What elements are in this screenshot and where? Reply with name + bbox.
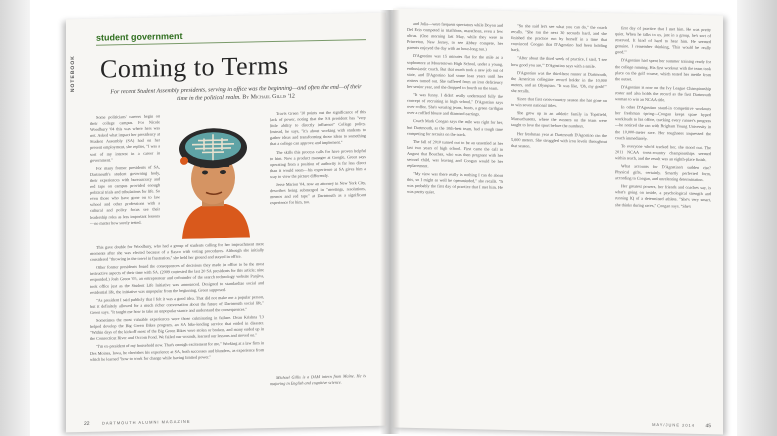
paragraph: "I'm ex-president of my household now. That's enough excitement for me," Working at a law firm in Des Moines, Iowa, he cherishes his experience at SA, both successes and blunders, as experience from which he learned "how to work for change while having limited power." xyxy=(90,340,264,362)
left-column-2 xyxy=(270,109,366,208)
footer-right: MAY/JUNE 2014 xyxy=(652,421,695,428)
paragraph: The skills this process calls for have proven helpful to him. Now a product manager at Google, Green says operating from a position of authority is far less direct than it would seem—his experience at SA gives him a way to view the picture differently. xyxy=(270,147,366,180)
paragraph: The fall of 2010 turned out to be an unsettled as her last two years of high school. First came the call in August that Bouchez, who was then pregnant with her second child, was leaving and Coogan would be her replacement. xyxy=(407,138,503,169)
paragraph: What accounts for D'Agostino's sudden rise? Physical gifts, certainly. Smartly perfected form, according to Coogan, and unrelenting determination. xyxy=(615,163,711,183)
right-column-2 xyxy=(511,23,607,153)
paragraph: D'Agostino had spent her summer training ready for the college running. His first workout with the team took place on the golf course, which tested her mettle from the outset. xyxy=(615,57,711,82)
article-title: Coming to Terms xyxy=(100,50,289,84)
paragraph: Travis Green '10 points out the significance of this lack of power, noting that the SA president has "very little ability to directly influence" College policy. Instead, he says, "it's about working with students to gather ideas and transforming those ideas to something that a college can approve and implement." xyxy=(270,109,366,147)
paragraph: She grew up in an athletic family in Topsfield, Massachusetts, where the runners on the team were taught to love the sport before the numbers. xyxy=(511,110,607,129)
section-label: student government xyxy=(96,30,183,43)
page-number-right: 45 xyxy=(705,423,711,430)
paragraph: Her freshman year at Dartmouth D'Agostino ran the 5,000 meters. She struggled with iron levels throughout that season. xyxy=(511,130,607,149)
left-column-bottom xyxy=(90,241,264,364)
paragraph: For many former presidents of SA, Dartmouth's student governing body, their experiences with bureaucracy and red tape on campus provided enough political trials and tribulations for life. So even those who have gone on to law school and other professions with a cultural and policy focus see their leadership roles as less important lessons—no matter how sorely tested. xyxy=(90,164,160,226)
book-gutter xyxy=(380,10,400,434)
side-label: NOTEBOOK xyxy=(70,55,76,93)
paragraph: "So she said let's see what you can do," the coach recalls. "She ran the next 30 seconds hard, and she finished the practice run by herself in a time that convinced Coogan that D'Agostino had been holding back. xyxy=(511,23,607,53)
paragraph: D'Agostino was the third-best runner at Dartmouth, the American collegiate record holder in the 10,000 meters, and an Olympian. "It was like, 'Oh, my gosh!'" she recalls. xyxy=(511,69,607,94)
right-column-3 xyxy=(615,25,711,212)
background-right xyxy=(737,0,777,436)
paragraph: Other former presidents found the consequences of decisions they made in office to be the most instructive aspects of their time with SA. (2009 contested the last 20 SA presidents for this article; nine responded.) Josh Green '05, an entrepreneur and cofounder of the search technology website Panjiva, took office just as the Student Life Initiative was announced. Designed to standardize social and residential life, the initiative was unpopular from the beginning, Green supposed. xyxy=(90,261,264,295)
right-column-1 xyxy=(407,21,503,200)
paragraph: "It was funny. I didn't really understand fully the concept of recruiting in high school," D'Agostino says over coffee. She's wearing jeans, boots, a green cardigan over a ruffled blouse and diamond earrings. xyxy=(407,91,503,117)
footer-left: DARTMOUTH ALUMNI MAGAZINE xyxy=(102,418,191,426)
byline: By Michael Gillis '12 xyxy=(242,93,295,101)
paragraph: This gave double for Woodbury, who had a group of students calling for her impeachment mere moments after she was elected because of a fiasco with voting procedures. Although she initially considered "throwing in the towel in frustration," she held her ground and stayed in office. xyxy=(90,241,264,263)
author-caption xyxy=(270,373,366,389)
paragraph: Jesse Marion '04, now an attorney in New York City, describes being submerged in "meetings, resolutions, memos and red tape" at Dartmouth as a significant experience for him, too. xyxy=(270,180,366,206)
paragraph: Some politicians' careers begin on their college campus. For Nicole Woodbury '04 this was where hers was not. Asked what impact her presidency at Student Assembly (SA) had on her present employment, she replies, "I was a sort of my interest in a career in government." xyxy=(90,113,160,163)
deck-text: For recent Student Assembly presidents, serving in office was the beginning—and often the end—of their time in the political realm. xyxy=(110,84,362,103)
background-left xyxy=(0,0,30,436)
paragraph: D'Agostino is now on the Ivy League Championship roster and also holds the record as the first Dartmouth woman to win an NCAA title. xyxy=(615,84,711,103)
paragraph: "My view was there really is nothing I can do about this, so I might as well be openminded," she recalls. "It was probably the first day of practice that I met him. He was pretty quiet. xyxy=(407,171,503,195)
left-column-1 xyxy=(90,113,160,228)
magazine-left-page xyxy=(66,13,386,433)
paragraph: Since that first cross-country season she has gone on to win seven national titles. xyxy=(511,96,607,109)
eyebrow xyxy=(200,164,210,167)
paragraph: Her greatest powers, her friends and coaches say, is what's going on inside, a psychological strength and running IQ of a determined athlete. "She's very smart, she thinks during races," Coogan says. "She's xyxy=(615,183,711,209)
paragraph: D'Agostino was 15 minutes flat for the mile as a sophomore at Moorestown High School, under a young, enthusiastic coach. But that much took a new job out of state, and D'Agostino had some lean years until her rosters turned out. She suffered from an iron deficiency her senior year, and she dropped to fourth on the team. xyxy=(407,53,503,91)
eyebrow xyxy=(219,164,229,167)
illustration-head-maze xyxy=(162,119,266,239)
paragraph: Coach Mark Coogan says the mile was right for her, but Dartmouth, as the 10th-best team, had a tough time competing for recruits on the track. xyxy=(407,118,503,137)
paragraph: Sometimes the most valuable experiences were those culminating in failure. Dean Krishna '13 helped develop the Big Green Bikes program, an SA bike-lending service that ended in disaster. "Within days of the kickoff most of the Big Green Bikes were stolen or broken, and many ended up in the Connecticut River and Occom Pond. We failed our wounds, learned our lessons and moved on." xyxy=(90,314,264,342)
paragraph: To everyone who'd tracked her, she stood out. The 2011 NCAA cross-country championships seemed within reach, and the result was an eighth-place finish. xyxy=(615,143,711,162)
paragraph: "After about the third week of practice, I said, 'I see how good you are,'" D'Agostino says with a smile. xyxy=(511,55,607,69)
paragraph: and Julia—were frequent spectators while Doyon and Del Erio competed in triathlons, marathons, even a few ultras. (One morning last May, while they were in Princeton, New Jersey, to see Abbey compete, her parents enjoyed the day with an hour-long run.) xyxy=(407,20,504,52)
paragraph: "As president I said publicly that I felt it was a good idea. That did not make me a popular person, but it definitely allowed for a much richer conversation about the future of Dartmouth social life," Green says. "It taught me how to take an unpopular stance and understand the consequences." xyxy=(90,293,264,315)
article-deck xyxy=(106,83,366,104)
paragraph: In other D'Agostino stand-in competitive workouts her freshman spring—Coogan keeps spare hyped workloads to his office, tracking every runner's progress—he noticed she ran with Brigham Young University in the 10,000-meter race. Her toughness impressed the coach immediately. xyxy=(615,104,711,141)
page-number-left: 22 xyxy=(84,420,90,427)
magazine-right-page xyxy=(393,9,723,435)
paragraph: first day of practice that I met him. He was pretty quiet. When he talks to us, just in a group, he's sort of reserved. It kind of hard to hear him. He seemed genuine. I remember thinking, 'This would be really good.'" xyxy=(615,25,711,55)
caption-text: Michael Gillis is a DAM intern from Maine. He is majoring in English and cognitive science. xyxy=(270,373,366,387)
